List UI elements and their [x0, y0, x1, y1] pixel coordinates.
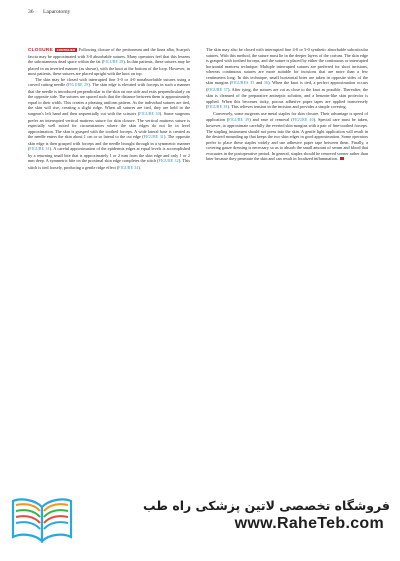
figure-reference: FIGURE 38: [207, 105, 228, 110]
paragraph: Conversely, some surgeons use metal staples for skin closure. Their advantage is speed of application (FIGURE 39) and ease of removal (FIGURE 40). Special care must be taken, however, to approximate carefully the everted skin margins with a pair of fine-toothed forceps. The stapling instrument should not press into the skin. A gentle light application will result in the desired mounding up that keeps the two skin edges in good approximation. Some operators prefer to place these staples widely and use adhesive paper tape between them. Finally, a covering gauze dressing is necessary so as to absorb the small amount of serum and blood that evacuates in the postoperative period. In general, staples should be removed sooner rather than later because they penetrate the skin and can result in localized inflammation.: [206, 111, 368, 162]
text-run: . The opposite skin edge is then grasped with forceps and the needle brought through in a symmetric manner: [28, 134, 190, 146]
running-header: [28, 9, 70, 15]
publisher-watermark: [10, 492, 390, 554]
continued-badge: CONTINUED: [56, 47, 76, 52]
running-title: Laparotomy: [43, 9, 71, 15]
figure-reference: FIGURE 39: [228, 117, 250, 122]
figure-reference: FIGURE 29: [67, 83, 89, 88]
text-run: . This stitch is tied loosely, producing a gentle ridge effect: [28, 158, 190, 170]
text-run: The skin may also be closed with interrupted fine 4-0 or 5-0 synthetic absorbable subcuticular sutures. With this method, the suture must lie in the deeper layers of the corium. The skin edge is grasped with toothed forceps, and the suture is placed by either the continuous or interrupted horizontal mattress technique. Multiple interrupted sutures are preferred for short incisions, whereas continuous sutures are more suitable for incisions that are more than a few centimeters long. In this technique, small horizontal bites are taken in opposite sides of the skin margins: [206, 47, 368, 86]
paragraph: The skin may also be closed with interrupted fine 4-0 or 5-0 synthetic absorbable subcuticular sutures. With this method, the suture must lie in the deeper layers of the corium. The skin edge is grasped with toothed forceps, and the suture is placed by either the continuous or interrupted horizontal mattress technique. Multiple interrupted sutures are preferred for short incisions, whereas continuous sutures are more suitable for incisions that are more than a few centimeters long. In this technique, small horizontal bites are taken in opposite sides of the skin margins (FIGURES 35 and 36). When the knot is tied, a perfect approximation occurs (FIGURE 37). After tying, the sutures are cut as close to the knot as possible. Thereafter, the skin is cleansed of the preparative antiseptic solution, and a benzoin-like skin protector is applied. When this becomes tacky, porous adhesive paper tapes are applied transversely (FIGURE 38). This relieves tension in the incision and provides a simple covering.: [206, 47, 369, 110]
figure-reference: FIGURE 30: [139, 112, 160, 117]
figure-reference: FIGURE 31: [29, 147, 50, 152]
text-run: . The skin edge is elevated with forceps in such a manner that the needle is introduced perpendicular to the skin on one side and exits perpendicularly on the opposite side. The sutures are spaced such that the distance between them is approximately equal to their width. This creates a pleasing uniform pattern. As the individual sutures are tied, the skin will rise, creating a slight ridge. When all sutures are tied, they are held in the surgeon's left hand and then sequentially cut with the scissors: [28, 82, 190, 117]
store-name: فروشگاه تخصصی لاتین پزشکی راه طب: [142, 498, 390, 513]
store-url[interactable]: www.RaheTeb.com: [234, 515, 384, 532]
figure-reference: FIGURE 37: [207, 87, 228, 92]
text-run: .: [139, 164, 141, 170]
open-book-logo-icon: [10, 495, 74, 547]
watermark-text: [143, 498, 390, 533]
text-run: and ease of removal: [252, 116, 290, 122]
text-run: . Special care must be taken, however, to approximate carefully the everted skin margins with a pair of fine-toothed forceps. The stapling instrument should not press into the skin. A gentle light application will result in the desired mounding up that keeps the two skin edges in good approximation. Some operators prefer to place these staples widely and use adhesive paper tape between them. Finally, a covering gauze dressing is necessary so as to absorb the small amount of serum and blood that evacuates in the postoperative period. In general, staples should be removed sooner rather than later because they penetrate the skin and can result in localized inflammation.: [206, 116, 368, 162]
figure-reference: FIGURE 40: [292, 117, 314, 122]
figure-reference: FIGURES 35: [231, 81, 255, 86]
page-number: 36: [28, 9, 34, 15]
text-run: and: [256, 80, 263, 86]
text-run: . When the knot is tied, a perfect approximation occurs: [269, 80, 369, 86]
text-run: . After tying, the sutures are cut as close to the knot as possible. Thereafter, the skin is cleansed of the preparative antiseptic solution, and a benzoin-like skin protector is applied. When this becomes tacky, porous adhesive paper tapes are applied transversely: [206, 86, 368, 104]
paragraph: CLOSURE CONTINUED Following closure of the peritoneum and the linea alba, Scarpa's fascia may be approximated with 3-0 absorbable sutures. Many operators feel that this lessens the subcutaneous dead space within the fat (FIGURE 28). In thin patients, these sutures may be placed in an inverted manner (as shown), with the knot at the bottom of the loop. However, in most patients, these sutures are placed upright with the knot on top.: [28, 47, 190, 77]
text-run: The skin may be closed with interrupted fine 3-0 or 4-0 nonabsorbable sutures using a curved cutting needle: [28, 76, 190, 88]
text-run: . A careful approximation of the epidermis edges at equal levels is accomplished by a returning small bite that is approximately 1 or 2 mm from the skin edge and only 1 or 2 mm deep. A symmetric bite on the proximal skin edge completes the stitch: [28, 146, 190, 164]
text-run: Following closure of the peritoneum and the linea alba, Scarpa's fascia may be approximated with 3-0 absorbable sutures. Many operators feel that this lessens the subcutaneous dead space within the fat: [28, 47, 190, 65]
section-title: CLOSURE: [28, 48, 53, 53]
figure-reference: FIGURE 28: [103, 60, 124, 65]
paragraph: The skin may be closed with interrupted fine 3-0 or 4-0 nonabsorbable sutures using a curved cutting needle (FIGURE 29). The skin edge is elevated with forceps in such a manner that the needle is introduced perpendicular to the skin on one side and exits perpendicularly on the opposite side. The sutures are spaced such that the distance between them is approximately equal to their width. This creates a pleasing uniform pattern. As the individual sutures are tied, the skin will rise, creating a slight ridge. When all sutures are tied, they are held in the surgeon's left hand and then sequentially cut with the scissors (FIGURE 30). Some surgeons prefer an interrupted vertical mattress suture for skin closure. The vertical mattress suture is especially well suited for circumstances where the skin edges do not lie in level approximation. The skin is grasped with the toothed forceps. A wide lateral base is created as the needle enters the skin about 1 cm or so lateral to the cut edge (FIGURE 31). The opposite skin edge is then grasped with forceps and the needle brought through in a symmetric manner (FIGURE 31). A careful approximation of the epidermis edges at equal levels is accomplished by a returning small bite that is approximately 1 or 2 mm from the skin edge and only 1 or 2 mm deep. A symmetric bite on the proximal skin edge completes the stitch (FIGURE 32). This stitch is tied loosely, producing a gentle ridge effect (FIGURE 34).: [28, 76, 190, 170]
left-column: [28, 47, 190, 171]
text-run: . In thin patients, these sutures may be placed in an inverted manner (as shown), with the knot at the bottom of the loop. However, in most patients, these sutures are placed upright with the knot on top.: [28, 59, 190, 77]
right-column: [206, 47, 368, 162]
end-of-section-icon: [340, 157, 344, 161]
text-run: Conversely, some surgeons use metal staples for skin closure. Their advantage is speed of application: [206, 111, 368, 122]
figure-reference: FIGURE 31: [143, 135, 165, 140]
figure-reference: FIGURE 34: [118, 165, 139, 170]
figure-reference: 36: [263, 81, 269, 86]
text-run: . This relieves tension in the incision and provides a simple covering.: [229, 104, 347, 110]
text-run: . Some surgeons prefer an interrupted vertical mattress suture for skin closure. The vertical mattress suture is especially well suited for circumstances where the skin edges do not lie in level approximation. The skin is grasped with the toothed forceps. A wide lateral base is created as the needle enters the skin about 1 cm or so lateral to the cut edge: [28, 111, 190, 140]
figure-reference: FIGURE 32: [158, 159, 179, 164]
